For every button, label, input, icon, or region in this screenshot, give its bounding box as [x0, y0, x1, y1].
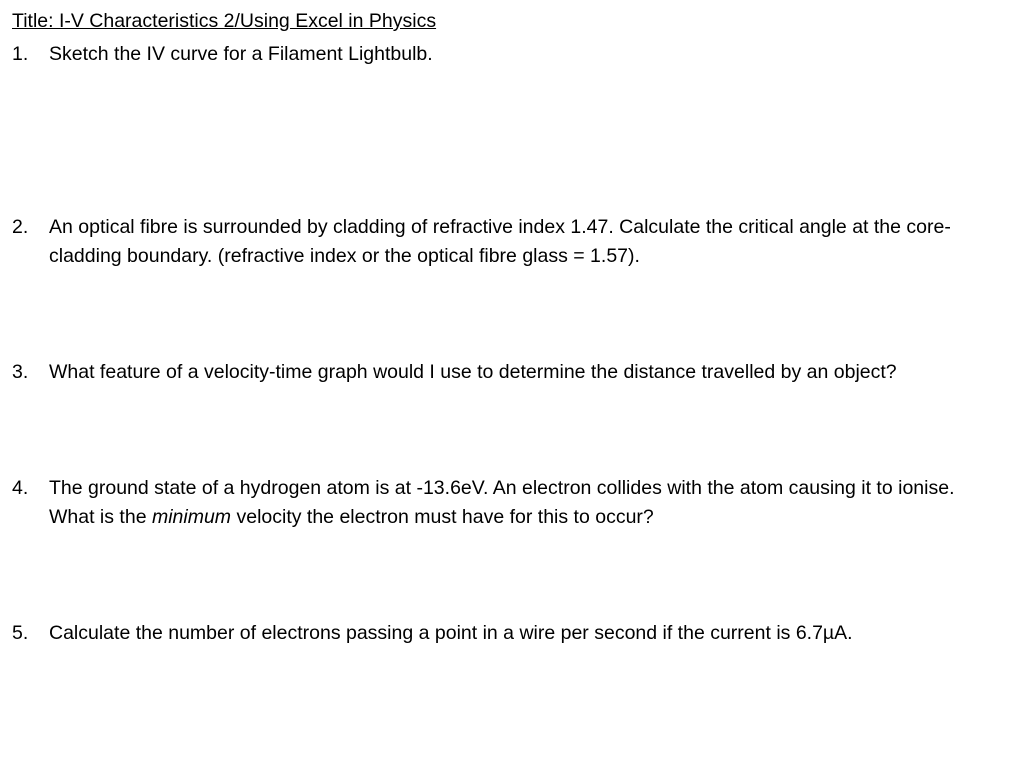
page-title: Title: I-V Characteristics 2/Using Excel in Physics — [12, 10, 437, 32]
question-number: 5. — [12, 622, 29, 644]
question-text: Sketch the IV curve for a Filament Lightbulb. — [49, 43, 433, 65]
question-4 — [12, 474, 997, 532]
question-text-end: velocity the electron must have for this to occur? — [231, 506, 654, 528]
question-number: 3. — [12, 361, 29, 383]
question-text: An optical fibre is surrounded by cladding of refractive index 1.47. Calculate the critical angle at the core-cladding boundary. (refractive index or the optical fibre glass = 1.57). — [49, 216, 951, 267]
question-text-start: The ground state of a hydrogen atom is at -13.6eV. An electron collides with the atom causing it to ionise. What is the — [49, 477, 955, 528]
question-3 — [12, 358, 997, 387]
question-text: Calculate the number of electrons passing a point in a wire per second if the current is 6.7µA. — [49, 622, 853, 644]
question-number: 1. — [12, 43, 29, 65]
question-text: What feature of a velocity-time graph would I use to determine the distance travelled by an object? — [49, 361, 897, 383]
question-text — [49, 474, 997, 532]
question-5 — [12, 619, 997, 648]
question-2 — [12, 213, 997, 271]
question-1 — [12, 40, 997, 69]
question-number: 2. — [12, 216, 29, 238]
question-number: 4. — [12, 477, 29, 499]
question-text-emphasis: minimum — [151, 506, 232, 528]
